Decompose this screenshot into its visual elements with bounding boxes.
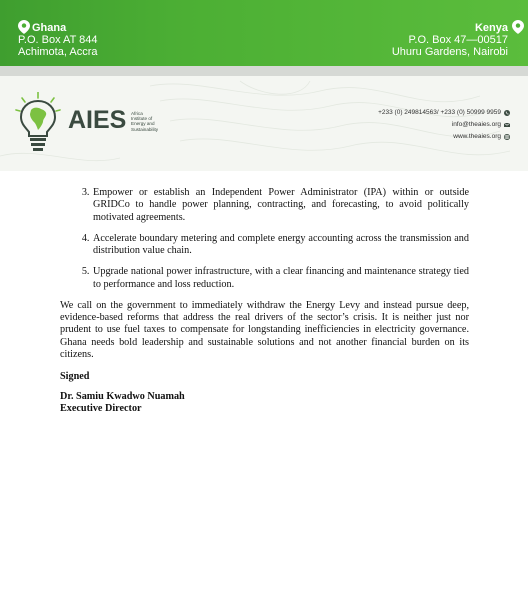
letter-body bbox=[60, 187, 469, 416]
logo-subtitle-line: Sustainability bbox=[131, 126, 159, 132]
contact-email[interactable]: info@theaies.org bbox=[451, 121, 501, 128]
logo-subtitle-line: Energy and bbox=[131, 121, 155, 127]
ghana-country: Ghana bbox=[32, 22, 67, 34]
closing-paragraph: We call on the government to immediately withdraw the Energy Levy and instead pursue deep, evidence-based reforms that address the real drivers of the sector’s crisis. It is neither just nor prudent to use fuel taxes to compensate for longstanding inefficiencies in electricity governance. Ghana needs bold leadership and sustainable solutions and not another financial burden on its citizens. bbox=[60, 299, 469, 361]
ghana-address-line1: P.O. Box AT 844 bbox=[18, 34, 98, 46]
contact-phone-row bbox=[378, 107, 510, 119]
logo-wordmark: AIES bbox=[68, 106, 127, 134]
contact-website[interactable]: www.theaies.org bbox=[453, 133, 501, 140]
mail-icon bbox=[504, 122, 510, 128]
header-divider bbox=[0, 66, 528, 76]
contact-website-row bbox=[378, 131, 510, 143]
signatory-name: Dr. Samiu Kwadwo Nuamah bbox=[60, 391, 185, 403]
list-item: 4. Accelerate boundary metering and complete energy accounting across the transmission and distribution value chain. bbox=[92, 233, 469, 258]
list-item: 5. Upgrade national power infrastructure, with a clear financing and maintenance strategy tied to performance and loss reduction. bbox=[92, 266, 469, 291]
globe-icon bbox=[504, 134, 510, 140]
letterhead bbox=[0, 76, 528, 171]
recommendations-list bbox=[60, 187, 469, 291]
logo-subtitle-line: Institute of bbox=[131, 116, 153, 122]
signatory-title: Executive Director bbox=[60, 403, 142, 415]
contact-block bbox=[378, 107, 510, 143]
ghana-address-line2: Achimota, Accra bbox=[18, 46, 98, 58]
ghana-address bbox=[18, 22, 98, 58]
logo-subtitle-line: Africa bbox=[131, 111, 143, 116]
kenya-address bbox=[392, 22, 508, 58]
list-item: 3. Empower or establish an Independent Power Administrator (IPA) within or outside GRIDCo to handle power planning, contracting, and forecasting, to avoid politically motivated agreements. bbox=[92, 187, 469, 224]
contact-email-row bbox=[378, 119, 510, 131]
kenya-address-line2: Uhuru Gardens, Nairobi bbox=[391, 46, 508, 58]
contact-phone: +233 (0) 249814563/ +233 (0) 50999 9959 bbox=[378, 109, 501, 116]
phone-icon bbox=[504, 110, 510, 116]
header-banner bbox=[0, 0, 528, 66]
logo-subtitle bbox=[131, 111, 171, 132]
kenya-country: Kenya bbox=[474, 22, 508, 34]
kenya-address-line1: P.O. Box 47—00517 bbox=[408, 34, 508, 46]
signed-label: Signed bbox=[60, 370, 90, 382]
location-pin-icon bbox=[512, 20, 524, 34]
lightbulb-africa-logo-icon bbox=[14, 92, 62, 154]
